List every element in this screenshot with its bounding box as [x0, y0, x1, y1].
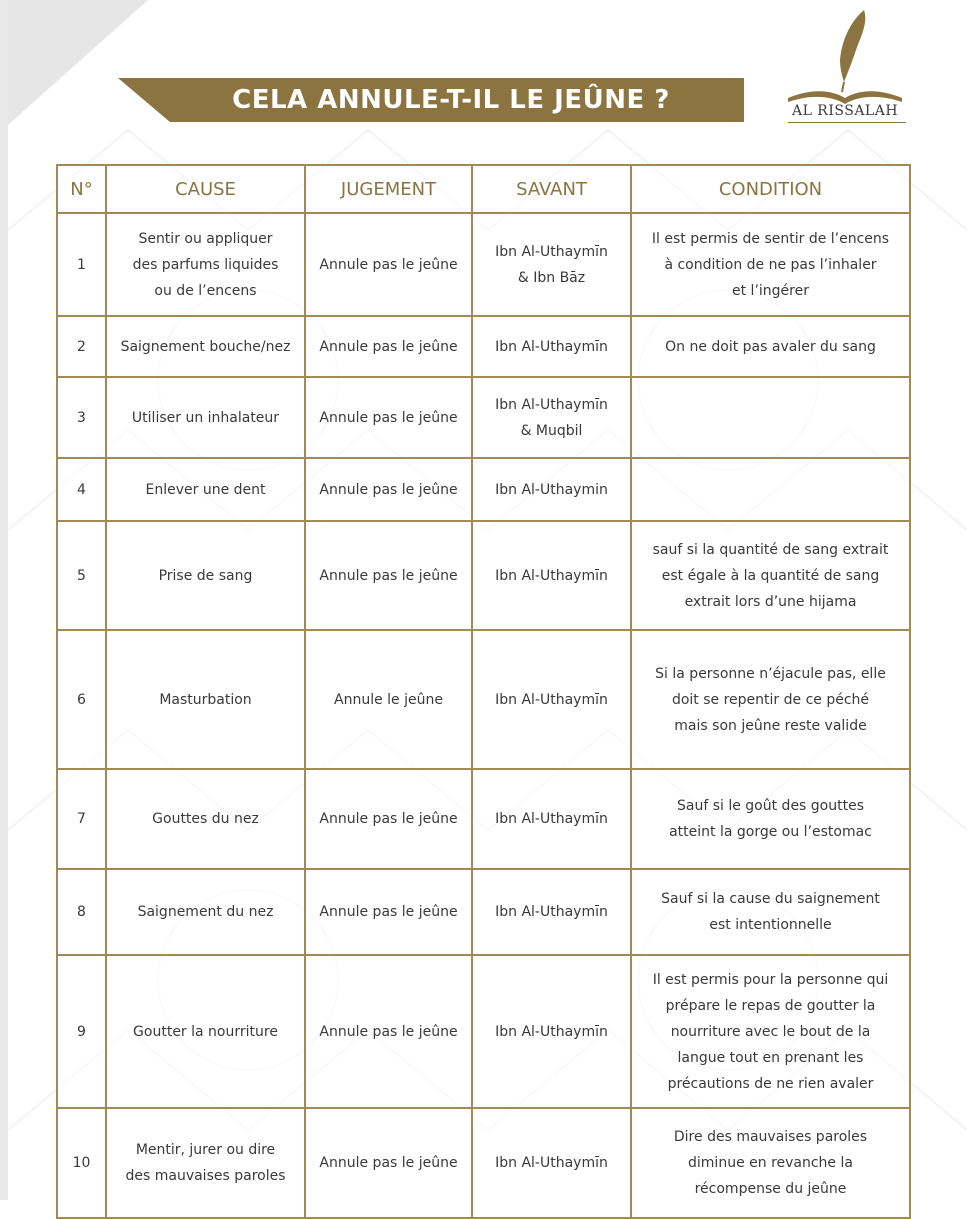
header-condition: CONDITION: [631, 165, 910, 213]
row-number: 9: [57, 955, 106, 1108]
row-number: 8: [57, 869, 106, 955]
row-number: 4: [57, 458, 106, 521]
header-judgment: JUGEMENT: [305, 165, 472, 213]
scholar-cell: Ibn Al-Uthaymīn: [472, 869, 631, 955]
condition-cell: Dire des mauvaises paroles diminue en revanche la récompense du jeûne: [631, 1108, 910, 1218]
condition-cell: Il est permis de sentir de l’encens à condition de ne pas l’inhaler et l’ingérer: [631, 213, 910, 316]
cause-cell: Goutter la nourriture: [106, 955, 305, 1108]
scholar-cell: Ibn Al-Uthaymīn: [472, 521, 631, 630]
row-number: 1: [57, 213, 106, 316]
condition-cell: On ne doit pas avaler du sang: [631, 316, 910, 377]
judgment-cell: Annule pas le jeûne: [305, 869, 472, 955]
judgment-cell: Annule le jeûne: [305, 630, 472, 769]
table-row: [57, 316, 910, 377]
fasting-rulings-table: [56, 164, 911, 1219]
cause-cell: Utiliser un inhalateur: [106, 377, 305, 458]
page-edge: [0, 0, 8, 1200]
table-row: [57, 869, 910, 955]
scholar-cell: Ibn Al-Uthaymin: [472, 458, 631, 521]
condition-cell: Il est permis pour la personne qui prépare le repas de goutter la nourriture avec le bout de la langue tout en prenant les précautions de ne rien avaler: [631, 955, 910, 1108]
condition-cell: Si la personne n’éjacule pas, elle doit se repentir de ce péché mais son jeûne reste valide: [631, 630, 910, 769]
scholar-cell: Ibn Al-Uthaymīn: [472, 316, 631, 377]
scholar-cell: Ibn Al-Uthaymīn & Muqbil: [472, 377, 631, 458]
scholar-cell: Ibn Al-Uthaymīn: [472, 955, 631, 1108]
cause-cell: Sentir ou appliquer des parfums liquides ou de l’encens: [106, 213, 305, 316]
cause-cell: Mentir, jurer ou dire des mauvaises paroles: [106, 1108, 305, 1218]
table-row: [57, 955, 910, 1108]
cause-cell: Enlever une dent: [106, 458, 305, 521]
table-row: [57, 769, 910, 869]
logo-text: AL RISSALAH: [791, 103, 899, 119]
row-number: 10: [57, 1108, 106, 1218]
cause-cell: Masturbation: [106, 630, 305, 769]
row-number: 3: [57, 377, 106, 458]
table-row: [57, 213, 910, 316]
table-row: [57, 458, 910, 521]
judgment-cell: Annule pas le jeûne: [305, 955, 472, 1108]
judgment-cell: Annule pas le jeûne: [305, 316, 472, 377]
row-number: 6: [57, 630, 106, 769]
header-num: N°: [57, 165, 106, 213]
condition-cell: [631, 458, 910, 521]
judgment-cell: Annule pas le jeûne: [305, 521, 472, 630]
row-number: 5: [57, 521, 106, 630]
scholar-cell: Ibn Al-Uthaymīn & Ibn Bāz: [472, 213, 631, 316]
judgment-cell: Annule pas le jeûne: [305, 213, 472, 316]
header-cause: CAUSE: [106, 165, 305, 213]
condition-cell: Sauf si le goût des gouttes atteint la gorge ou l’estomac: [631, 769, 910, 869]
table-header-row: [57, 165, 910, 213]
cause-cell: Saignement du nez: [106, 869, 305, 955]
cause-cell: Prise de sang: [106, 521, 305, 630]
condition-cell: sauf si la quantité de sang extrait est égale à la quantité de sang extrait lors d’une hijama: [631, 521, 910, 630]
logo-underline: [788, 122, 906, 123]
table-row: [57, 630, 910, 769]
condition-cell: Sauf si la cause du saignement est intentionnelle: [631, 869, 910, 955]
judgment-cell: Annule pas le jeûne: [305, 377, 472, 458]
judgment-cell: Annule pas le jeûne: [305, 1108, 472, 1218]
table-row: [57, 377, 910, 458]
row-number: 7: [57, 769, 106, 869]
header-scholar: SAVANT: [472, 165, 631, 213]
row-number: 2: [57, 316, 106, 377]
page-title: CELA ANNULE-T-IL LE JEÛNE ?: [232, 85, 670, 115]
judgment-cell: Annule pas le jeûne: [305, 769, 472, 869]
scholar-cell: Ibn Al-Uthaymīn: [472, 769, 631, 869]
scholar-cell: Ibn Al-Uthaymīn: [472, 630, 631, 769]
condition-cell: [631, 377, 910, 458]
table-row: [57, 521, 910, 630]
judgment-cell: Annule pas le jeûne: [305, 458, 472, 521]
scholar-cell: Ibn Al-Uthaymīn: [472, 1108, 631, 1218]
cause-cell: Gouttes du nez: [106, 769, 305, 869]
cause-cell: Saignement bouche/nez: [106, 316, 305, 377]
table-row: [57, 1108, 910, 1218]
